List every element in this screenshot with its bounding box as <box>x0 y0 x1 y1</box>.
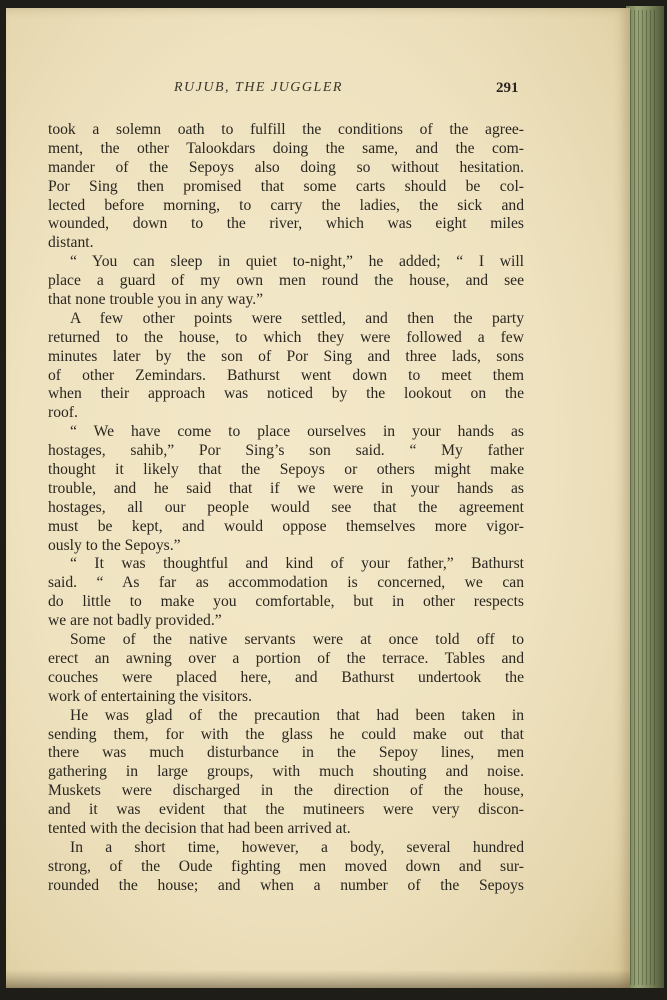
body-text <box>48 121 524 896</box>
text-line: distant. <box>48 234 94 252</box>
text-line: A few other points were settled, and then the party <box>70 309 524 327</box>
text-line: gathering in large groups, with much shouting and noise. <box>48 763 524 781</box>
text-line: ment, the other Talookdars doing the same, and the com- <box>48 139 524 157</box>
text-line: wounded, down to the river, which was eight miles <box>48 215 524 233</box>
text-line: said. “ As far as accommodation is concerned, we can <box>48 574 524 592</box>
text-line: when their approach was noticed by the lookout on the <box>48 385 524 403</box>
text-line: trouble, and he said that if we were in your hands as <box>48 479 524 497</box>
text-line: took a solemn oath to fulfill the conditions of the agree- <box>48 121 524 138</box>
text-line: Por Sing then promised that some carts should be col- <box>48 177 524 195</box>
text-line: hostages, sahib,” Por Sing’s son said. “ My father <box>48 442 524 460</box>
text-line: lected before morning, to carry the ladies, the sick and <box>48 196 524 214</box>
text-line: strong, of the Oude fighting men moved down and sur- <box>48 857 524 875</box>
page-shadow <box>6 970 630 988</box>
page <box>6 8 630 988</box>
text-line: there was much disturbance in the Sepoy lines, men <box>48 744 524 762</box>
text-line: of other Zemindars. Bathurst went down to meet them <box>48 366 524 384</box>
page-edges <box>630 10 658 985</box>
text-line: sending them, for with the glass he could make out that <box>48 725 524 743</box>
text-line: ously to the Sepoys.” <box>48 536 181 554</box>
text-line: “ It was thoughtful and kind of your father,” Bathurst <box>70 555 524 573</box>
text-line: thought it likely that the Sepoys or others might make <box>48 461 524 479</box>
text-line: mander of the Sepoys also doing so without hesitation. <box>48 158 524 176</box>
text-line: returned to the house, to which they were followed a few <box>48 328 524 346</box>
text-line: roof. <box>48 404 78 422</box>
text-line: erect an awning over a portion of the terrace. Tables and <box>48 649 524 667</box>
text-line: In a short time, however, a body, several hundred <box>70 838 524 856</box>
text-line: work of entertaining the visitors. <box>48 687 252 705</box>
text-line: and it was evident that the mutineers were very discon- <box>48 801 524 819</box>
text-line: place a guard of my own men round the house, and see <box>48 272 524 290</box>
running-head: RUJUB, THE JUGGLER <box>174 80 343 95</box>
text-line: must be kept, and would oppose themselves more vigor- <box>48 517 524 535</box>
text-line: Some of the native servants were at once told off to <box>70 631 524 649</box>
text-line: hostages, all our people would see that the agreement <box>48 498 524 516</box>
text-line: Muskets were discharged in the direction of the house, <box>48 782 524 800</box>
page-number: 291 <box>496 80 519 96</box>
text-line: rounded the house; and when a number of the Sepoys <box>48 876 524 894</box>
text-line: that none trouble you in any way.” <box>48 291 264 309</box>
text-line: “ We have come to place ourselves in your hands as <box>70 423 524 441</box>
text-line: couches were placed here, and Bathurst undertook the <box>48 668 524 686</box>
text-line: tented with the decision that had been arrived at. <box>48 819 351 837</box>
text-line: He was glad of the precaution that had been taken in <box>70 706 524 724</box>
text-line: we are not badly provided.” <box>48 612 222 630</box>
text-line: do little to make you comfortable, but in other respects <box>48 593 524 611</box>
text-line: “ You can sleep in quiet to-night,” he added; “ I will <box>70 253 524 271</box>
text-line: minutes later by the son of Por Sing and three lads, sons <box>48 347 524 365</box>
page-header <box>6 80 630 102</box>
